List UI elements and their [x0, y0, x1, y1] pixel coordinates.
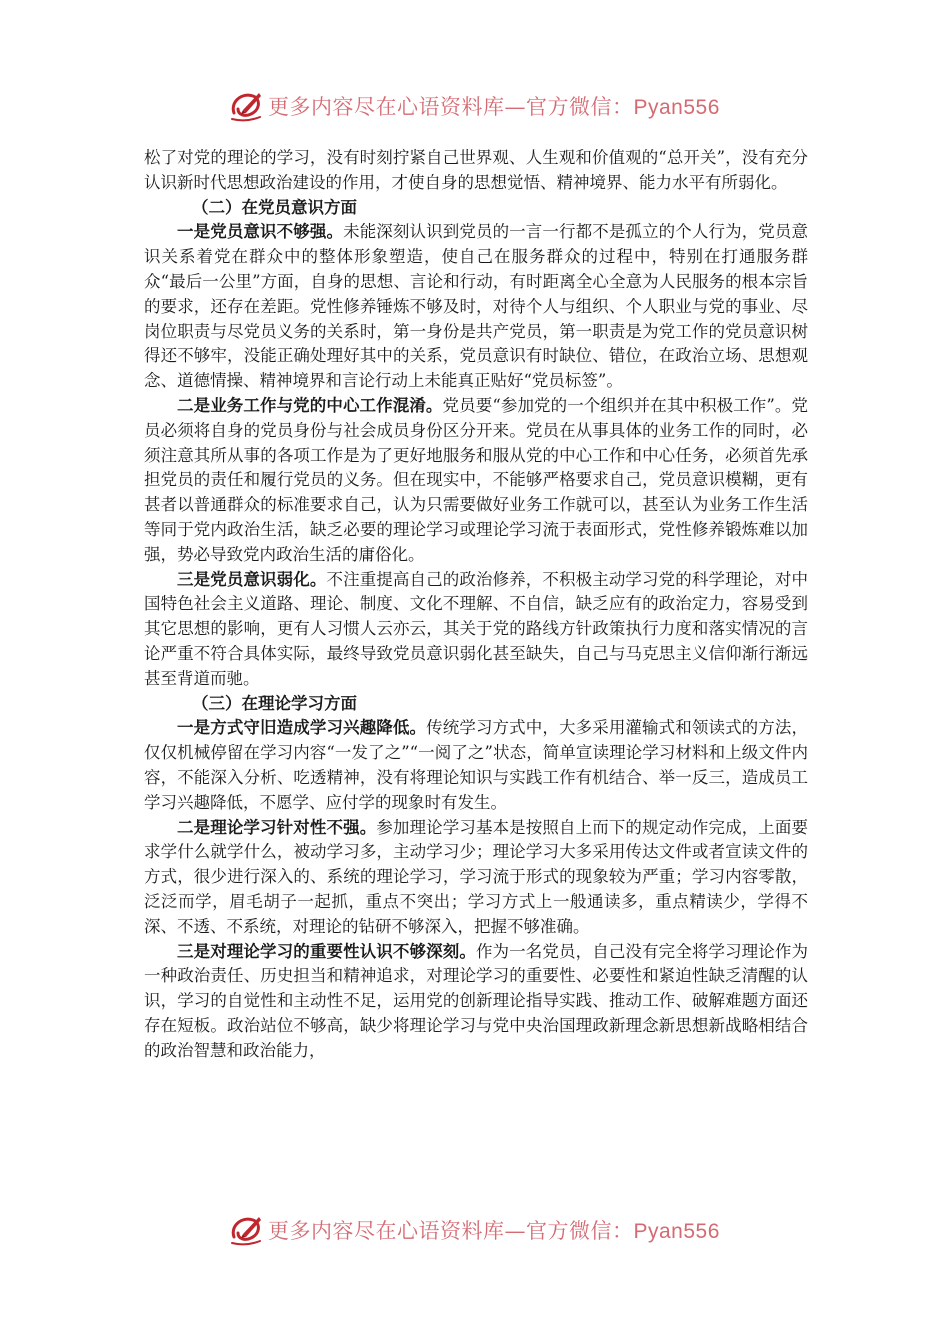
paragraph-lead: 二是业务工作与党的中心工作混淆。 [177, 395, 443, 415]
paragraph-lead: 二是理论学习针对性不强。 [177, 817, 377, 837]
paragraph [144, 220, 808, 394]
paragraph-text: 未能深刻认识到党员的一言一行都不是孤立的个人行为，党员意识关系着党在群众中的整体形象塑造，使自己在服务群众的过程中，特别在打通服务群众“最后一公里”方面，自身的思想、言论和行动，有时距离全心全意为人民服务的根本宗旨的要求，还存在差距。党性修养锤炼不够及时，对待个人与组织、个人职业与党的事业、尽岗位职责与尽党员义务的关系时，第一身份是共产党员，第一职责是为党工作的党员意识树得还不够牢，没能正确处理好其中的关系，党员意识有时缺位、错位，在政治立场、思想观念、道德情操、精神境界和言论行动上未能真正贴好“党员标签”。 [144, 222, 809, 391]
paragraph-text: 传统学习方式中，大多采用灌输式和领读式的方法，仅仅机械停留在学习内容“一发了之”“一阅了之”状态，简单宣读理论学习材料和上级文件内容，不能深入分析、吃透精神，没有将理论知识与实践工作有机结合、举一反三，造成员工学习兴趣降低，不愿学、应付学的现象时有发生。 [144, 718, 809, 812]
paragraph-lead: 三是对理论学习的重要性认识不够深刻。 [177, 941, 476, 961]
paragraph [144, 816, 808, 940]
paragraph [144, 146, 808, 196]
section-heading: （三）在理论学习方面 [192, 693, 357, 713]
paragraph [144, 716, 808, 815]
paragraph-text: 作为一名党员，自己没有完全将学习理论作为一种政治责任、历史担当和精神追求，对理论学习的重要性、必要性和紧迫性缺乏清醒的认识，学习的自觉性和主动性不足，运用党的创新理论指导实践、推动工作、破解难题方面还存在短板。政治站位不够高，缺少将理论学习与党中央治国理政新理念新思想新战略相结合的政治智慧和政治能力， [144, 941, 809, 1060]
paragraph-text: 党员要“参加党的一个组织并在其中积极工作”。党员必须将自身的党员身份与社会成员身份区分开来。党员在从事具体的业务工作的同时，必须注意其所从事的各项工作是为了更好地服务和服从党的中心工作和中心任务，必须首先承担党员的责任和履行党员的义务。但在现实中，不能够严格要求自己，党员意识模糊，更有甚者以普通群众的标准要求自己，认为只需要做好业务工作就可以，甚至认为业务工作生活等同于党内政治生活，缺乏必要的理论学习或理论学习流于表面形式，党性修养锻炼难以加强，势必导致党内政治生活的庸俗化。 [144, 395, 809, 564]
paragraph-text: 不注重提高自己的政治修养，不积极主动学习党的科学理论，对中国特色社会主义道路、理论、制度、文化不理解、不自信，缺乏应有的政治定力，容易受到其它思想的影响，更有人习惯人云亦云，其关于党的路线方针政策执行力度和落实情况的言论严重不符合具体实际，最终导致党员意识弱化甚至缺失，自己与马克思主义信仰渐行渐远甚至背道而驰。 [144, 569, 809, 688]
paragraph-lead: 一是党员意识不够强。 [177, 222, 344, 242]
paragraph-lead: 三是党员意识弱化。 [177, 569, 327, 589]
paragraph [144, 568, 808, 692]
footer-banner [0, 1208, 950, 1252]
section-heading: （二）在党员意识方面 [192, 197, 357, 217]
paragraph [144, 394, 808, 568]
pen-swirl-logo-icon [228, 1212, 264, 1248]
paragraph [144, 940, 808, 1064]
banner-text: 更多内容尽在心语资料库—官方微信：Pyan556 [268, 1219, 720, 1243]
banner-text: 更多内容尽在心语资料库—官方微信：Pyan556 [268, 95, 720, 119]
paragraph-lead: 一是方式守旧造成学习兴趣降低。 [177, 718, 427, 738]
paragraph-text: 松了对党的理论的学习，没有时刻拧紧自己世界观、人生观和价值观的“总开关”，没有充分认识新时代思想政治建设的作用，才使自身的思想觉悟、精神境界、能力水平有所弱化。 [144, 148, 808, 192]
header-banner [0, 84, 950, 128]
document-body [144, 146, 808, 1063]
pen-swirl-logo-icon [228, 88, 264, 124]
paragraph-text: 参加理论学习基本是按照自上而下的规定动作完成，上面要求学什么就学什么，被动学习多，主动学习少；理论学习大多采用传达文件或者宣读文件的方式，很少进行深入的、系统的理论学习，学习流于形式的现象较为严重；学习内容零散，泛泛而学，眉毛胡子一起抓，重点不突出；学习方式上一般通读多，重点精读少，学得不深、不透、不系统，对理论的钻研不够深入，把握不够准确。 [144, 817, 809, 936]
